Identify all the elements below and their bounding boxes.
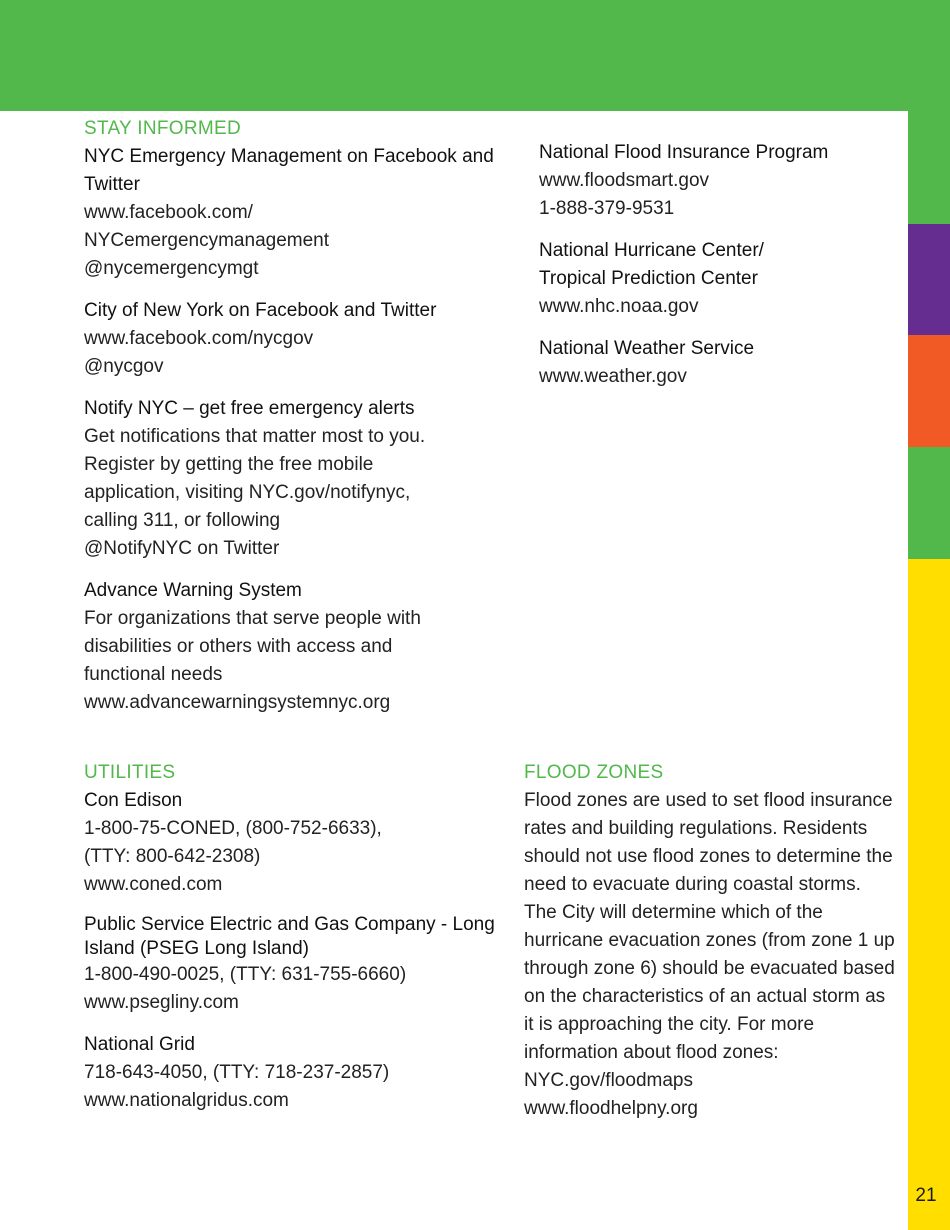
entry-national-grid xyxy=(84,1031,524,1115)
entry-phone[interactable]: 1-888-379-9531 xyxy=(539,198,675,219)
entry-nws xyxy=(539,335,899,391)
utilities-heading: UTILITIES xyxy=(84,762,176,783)
entry-text: functional needs xyxy=(84,664,223,685)
flood-zones-body: Flood zones are used to set flood insurance rates and building regulations. Residents should not use flood zones to determine the need to evacuate during coastal storms. The City will determine which of the hurricane evacuation zones (from zone 1 up through zone 6) should be evacuated based on the characteristics of an actual storm as it is approaching the city. For more information about flood zones: xyxy=(524,790,895,1063)
entry-nycem xyxy=(84,143,524,283)
entry-text: application, visiting NYC.gov/notifynyc, xyxy=(84,482,411,503)
header-band xyxy=(0,0,950,111)
entry-link[interactable]: www.nationalgridus.com xyxy=(84,1090,289,1111)
entry-title: NYC Emergency Management on Facebook and Twitter xyxy=(84,146,494,195)
flood-link[interactable]: NYC.gov/floodmaps xyxy=(524,1070,693,1091)
flood-zones-section xyxy=(524,759,896,1123)
stay-informed-section xyxy=(84,115,524,731)
side-tab-green xyxy=(908,111,950,224)
entry-text: Get notifications that matter most to you. xyxy=(84,426,426,447)
entry-title: Advance Warning System xyxy=(84,580,302,601)
entry-text: disabilities or others with access and xyxy=(84,636,393,657)
flood-link[interactable]: www.floodhelpny.org xyxy=(524,1098,698,1119)
entry-notify-nyc xyxy=(84,395,524,563)
entry-title: National Weather Service xyxy=(539,338,755,359)
entry-advance-warning xyxy=(84,577,524,717)
page-number: 21 xyxy=(915,1185,937,1206)
entry-link[interactable]: www.psegliny.com xyxy=(84,992,239,1013)
entry-pseg xyxy=(84,913,524,1017)
entry-text: Register by getting the free mobile xyxy=(84,454,374,475)
utilities-section xyxy=(84,759,524,1129)
entry-title: Public Service Electric and Gas Company - Long Island (PSEG Long Island) xyxy=(84,914,495,959)
entry-nycgov xyxy=(84,297,524,381)
entry-link[interactable]: www.floodsmart.gov xyxy=(539,170,710,191)
entry-handle[interactable]: @nycgov xyxy=(84,356,164,377)
entry-title: National Grid xyxy=(84,1034,195,1055)
side-tab-green-2 xyxy=(908,447,950,559)
side-tab-purple xyxy=(908,224,950,335)
entry-title: Notify NYC – get free emergency alerts xyxy=(84,398,415,419)
entry-phone[interactable]: 1-800-490-0025, (TTY: 631-755-6660) xyxy=(84,964,407,985)
entry-phone[interactable]: 1-800-75-CONED, (800-752-6633), xyxy=(84,818,382,839)
entry-link[interactable]: www.advancewarningsystemnyc.org xyxy=(84,692,391,713)
entry-handle[interactable]: @NotifyNYC on Twitter xyxy=(84,538,280,559)
flood-zones-heading: FLOOD ZONES xyxy=(524,762,664,783)
entry-nhc xyxy=(539,237,899,321)
entry-phone[interactable]: 718-643-4050, (TTY: 718-237-2857) xyxy=(84,1062,390,1083)
entry-title: City of New York on Facebook and Twitter xyxy=(84,300,437,321)
entry-nfip xyxy=(539,139,899,223)
entry-con-edison xyxy=(84,787,524,899)
entry-link[interactable]: www.facebook.com/nycgov xyxy=(84,328,314,349)
entry-link[interactable]: www.facebook.com/ xyxy=(84,202,253,223)
entry-phone[interactable]: (TTY: 800-642-2308) xyxy=(84,846,261,867)
entry-link[interactable]: www.nhc.noaa.gov xyxy=(539,296,699,317)
entry-title: Con Edison xyxy=(84,790,183,811)
federal-resources-column xyxy=(539,139,899,405)
entry-handle[interactable]: @nycemergencymgt xyxy=(84,258,259,279)
entry-link[interactable]: www.weather.gov xyxy=(539,366,687,387)
side-tab-yellow xyxy=(908,559,950,1230)
entry-text: For organizations that serve people with xyxy=(84,608,421,629)
entry-text: calling 311, or following xyxy=(84,510,281,531)
entry-title: National Flood Insurance Program xyxy=(539,142,829,163)
entry-link[interactable]: www.coned.com xyxy=(84,874,223,895)
stay-informed-heading: STAY INFORMED xyxy=(84,118,241,139)
entry-link[interactable]: NYCemergencymanagement xyxy=(84,230,330,251)
entry-title: National Hurricane Center/ Tropical Prediction Center xyxy=(539,240,764,289)
side-tab-orange xyxy=(908,335,950,447)
